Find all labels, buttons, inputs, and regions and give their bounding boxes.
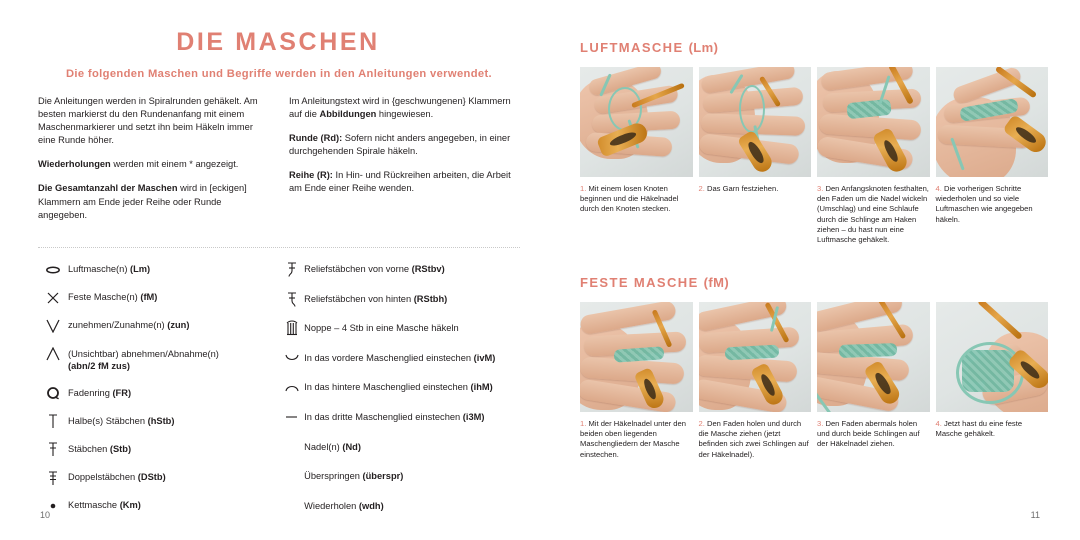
intro-column-right [289,95,520,222]
legend-label: Luftmasche(n) (Lm) [68,264,151,274]
intro-paragraph: Die Anleitungen werden in Spiralrunden gehäkelt. Am besten markierst du den Rundenanfang mit einem Maschenmarkierer und setzt ihn beim Häkeln immer eine Runde höher. [38,96,258,146]
photo-row [580,302,1048,412]
legend-item [38,318,272,333]
legend-label: Nadel(n) (Nd) [304,441,361,452]
v-increase-icon [38,318,68,333]
caret-decrease-icon [38,347,68,362]
legend-label: Überspringen (überspr) [304,471,404,482]
intro-paragraph: Runde (Rd): Sofern nicht anders angegeben, in einer durchgehenden Spirale häkeln. [289,133,511,157]
back-post-dc-icon [280,292,304,307]
section-title: FESTE MASCHE (fM) [580,275,730,290]
symbol-column-left [38,262,272,528]
back-loop-icon [280,380,304,395]
intro-columns [38,95,520,222]
legend-label: In das vordere Maschenglied einstechen (ivM) [304,352,496,363]
page-number-right: 11 [1030,510,1040,520]
caption: 2. Den Faden holen und durch die Masche ziehen (jetzt befinden sich zwei Schlingen auf der Häkelnadel). [698,419,809,459]
legend-item [280,292,530,307]
front-loop-icon [280,351,304,366]
caption: 3. Den Anfangsknoten festhalten, den Faden um die Nadel wickeln (Umschlag) und eine Schlaufe durch die Schlinge am Haken ziehen – du hast nun eine Luftmasche gehäkelt. [817,184,929,245]
legend-label: Reliefstäbchen von vorne (RStbv) [304,264,445,274]
section-divider [38,247,520,248]
legend-label: In das hintere Maschenglied einstechen (ihM) [304,382,493,393]
page-title: DIE MASCHEN [176,28,380,56]
caption: 2. Das Garn festziehen. [698,184,779,193]
legend-label: Halbe(s) Stäbchen (hStb) [68,415,175,426]
caption: 1. Mit der Häkelnadel unter den beiden oben liegenden Maschengliedern der Masche einstechen. [580,419,686,459]
legend-label: Noppe – 4 Stb in eine Masche häkeln [304,323,459,334]
photo-row [580,67,1048,177]
legend-item [280,440,530,455]
half-double-crochet-icon [38,414,68,429]
legend-label: In das dritte Maschenglied einstechen (i3M) [304,411,485,422]
symbol-legend [38,262,530,528]
page-number-left: 10 [40,510,51,520]
legend-item [280,380,530,395]
photo-lm-step-2 [699,67,812,177]
oval-chain-stitch-icon [38,262,68,277]
no-icon-placeholder [280,469,304,484]
x-single-crochet-icon [38,290,68,305]
section-feste-masche [580,275,1048,460]
front-post-dc-icon [280,262,304,277]
intro-paragraph: Im Anleitungstext wird in {geschwungenen} Klammern auf die Abbildungen hingewiesen. [289,96,511,120]
legend-item [38,414,272,429]
legend-label: zunehmen/Zunahme(n) (zun) [68,320,190,331]
legend-item [280,321,530,336]
caption: 1. Mit einem losen Knoten beginnen und die Häkelnadel durch den Knoten stecken. [580,184,679,214]
right-page [540,0,1080,540]
legend-item [280,262,530,277]
caption: 4. Die vorherigen Schritte wiederholen und so viele Luftmaschen wie angegeben häkeln. [935,184,1033,224]
no-icon-placeholder [280,499,304,514]
legend-label: Kettmasche (Km) [68,500,141,511]
legend-item [280,469,530,484]
legend-item [280,410,530,425]
symbol-column-right [280,262,530,528]
photo-lm-step-4 [936,67,1049,177]
legend-label: Doppelstäbchen (DStb) [68,472,166,483]
photo-fm-step-2 [699,302,812,412]
legend-item [38,442,272,457]
page-subtitle: Die folgenden Maschen und Begriffe werden in den Anleitungen verwendet. [66,68,492,80]
caption-row [580,419,1048,460]
double-crochet-icon [38,442,68,457]
intro-paragraph: Wiederholungen werden mit einem * angezeigt. [38,159,239,170]
legend-item [38,262,272,277]
photo-lm-step-3 [817,67,930,177]
legend-label: Wiederholen (wdh) [304,500,384,511]
legend-label: (Unsichtbar) abnehmen/Abnahme(n) (abn/2 fM zus) [68,348,219,371]
intro-paragraph: Reihe (R): In Hin- und Rückreihen arbeiten, die Arbeit am Ende einer Reihe wenden. [289,170,511,194]
caption: 3. Den Faden abermals holen und durch beide Schlingen auf der Häkelnadel ziehen. [817,419,920,449]
legend-item [38,498,272,513]
photo-lm-step-1 [580,67,693,177]
caption: 4. Jetzt hast du eine feste Masche gehäkelt. [935,419,1023,439]
legend-label: Feste Masche(n) (fM) [68,292,158,303]
section-title: LUFTMASCHE (Lm) [580,40,719,55]
third-loop-icon [280,410,304,425]
photo-fm-step-3 [817,302,930,412]
legend-label: Fadenring (FR) [68,387,132,398]
magic-ring-icon [38,386,68,401]
legend-label: Reliefstäbchen von hinten (RStbh) [304,293,448,304]
legend-item [280,351,530,366]
legend-item [38,290,272,305]
intro-paragraph: Die Gesamtanzahl der Maschen wird in [eckigen] Klammern am Ende jeder Reihe oder Runde angegeben. [38,183,247,220]
bobble-icon [280,321,304,336]
legend-item [38,386,272,401]
intro-column-left [38,95,269,222]
treble-crochet-icon [38,470,68,485]
legend-item [38,470,272,485]
legend-item [280,499,530,514]
legend-item [38,347,272,373]
section-luftmasche [580,40,1048,245]
photo-fm-step-1 [580,302,693,412]
legend-label: Stäbchen (Stb) [68,443,132,454]
no-icon-placeholder [280,440,304,455]
photo-fm-step-4 [936,302,1049,412]
caption-row [580,184,1048,245]
